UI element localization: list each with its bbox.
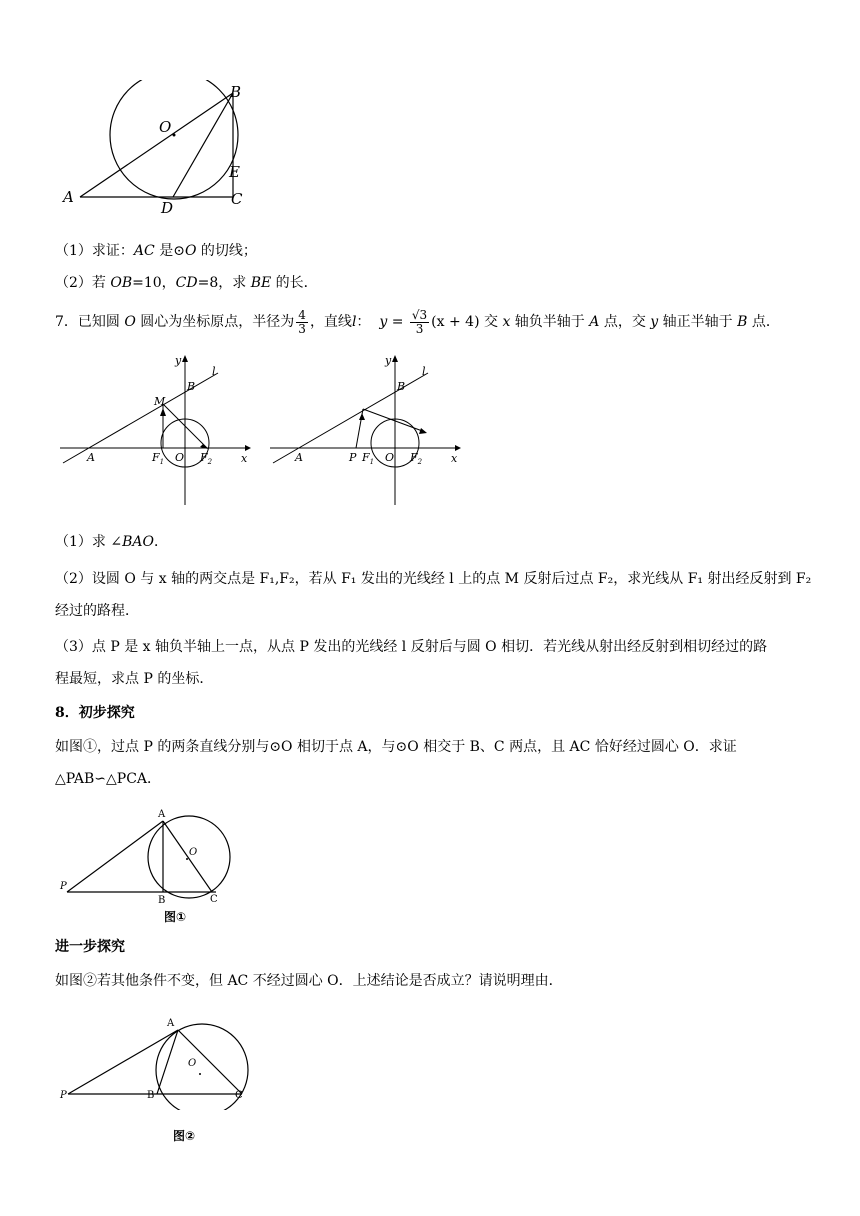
svg-text:P: P <box>60 1090 67 1101</box>
radius-fraction: $\frac{4}{3}$ <box>298 307 306 336</box>
q7-intro: 7．已知圆 O 圆心为坐标原点，半径为 $\frac{4}{3}$ ，直线l： y = $\frac{√3}{3}$ (x + 4) 交 x 轴负半轴于 A 点，交 y 轴正半轴于 B 点． <box>55 307 780 336</box>
label-A: A <box>63 188 74 206</box>
label-C: C <box>231 190 243 208</box>
svg-text:y: y <box>385 354 392 367</box>
figure-q8-1-caption: 图① <box>164 910 187 924</box>
q7-part2-line1: （2）设圆 O 与 x 轴的两交点是 F₁,F₂，若从 F₁ 发出的光线经 l 上的点 M 反射后过点 F₂，求光线从 F₁ 射出经反射到 F₂ <box>55 571 812 587</box>
svg-text:B: B <box>397 380 406 393</box>
q8-title: 8．初步探究 <box>55 705 135 721</box>
svg-text:A: A <box>158 809 166 820</box>
svg-text:O: O <box>188 1058 197 1069</box>
figure-circle-tangent <box>55 80 265 215</box>
svg-text:B: B <box>147 1090 155 1101</box>
q7-part1: （1）求 ∠BAO． <box>55 534 168 550</box>
q7-part3-line1: （3）点 P 是 x 轴负半轴上一点，从点 P 发出的光线经 l 反射后与圆 O 相切．若光线从射出经反射到相切经过的路 <box>55 639 768 655</box>
svg-text:O: O <box>189 847 198 858</box>
svg-text:l: l <box>212 365 216 378</box>
label-O: O <box>159 118 172 136</box>
q8-text1: 如图①，过点 P 的两条直线分别与⊙O 相切于点 A，与⊙O 相交于 B、C 两点，且 AC 恰好经过圆心 O．求证 <box>55 739 737 755</box>
figure-q7-left <box>55 350 255 510</box>
svg-text:P: P <box>60 881 67 892</box>
figure-q7-right <box>265 350 465 510</box>
figure-q8-1 <box>55 805 245 905</box>
svg-text:F1: $F_1$ <box>362 451 375 466</box>
svg-text:F2: $F_2$ <box>200 451 213 466</box>
figure-q8-2-caption: 图② <box>173 1129 196 1143</box>
q8-text3: 如图②若其他条件不变，但 AC 不经过圆心 O．上述结论是否成立？请说明理由． <box>55 973 563 989</box>
slope-fraction: $\frac{√3}{3}$ <box>411 307 428 336</box>
q7-part2-line2: 经过的路程． <box>55 603 139 619</box>
label-E: E <box>229 163 240 181</box>
svg-text:O: O <box>175 451 185 464</box>
label-B: B <box>230 83 242 101</box>
svg-text:A: A <box>295 451 303 464</box>
svg-text:F2: $F_2$ <box>410 451 423 466</box>
svg-text:C: C <box>235 1090 243 1101</box>
svg-text:B: B <box>187 380 196 393</box>
svg-text:O: O <box>385 451 395 464</box>
q7-part3-line2: 程最短，求点 P 的坐标． <box>55 671 214 687</box>
q6-part2: （2）若 OB=10，CD=8，求 BE 的长． <box>55 275 318 291</box>
svg-text:x: x <box>241 452 248 465</box>
q8-text2: △PAB∽△PCA． <box>55 771 162 787</box>
figure-q8-2 <box>55 1010 250 1110</box>
svg-text:A: A <box>87 451 95 464</box>
svg-text:A: A <box>167 1018 175 1029</box>
svg-text:P: P <box>349 451 357 464</box>
svg-text:x: x <box>451 452 458 465</box>
svg-text:F1: $F_1$ <box>152 451 165 466</box>
q6-part1: （1）求证：AC 是⊙O 的切线； <box>55 243 257 259</box>
svg-text:M: M <box>154 395 166 408</box>
svg-text:C: C <box>210 894 218 905</box>
label-D: D <box>161 199 174 215</box>
q8-subtitle: 进一步探究 <box>55 939 125 955</box>
svg-text:y: y <box>175 354 182 367</box>
svg-text:l: l <box>422 365 426 378</box>
svg-text:B: B <box>158 895 166 905</box>
